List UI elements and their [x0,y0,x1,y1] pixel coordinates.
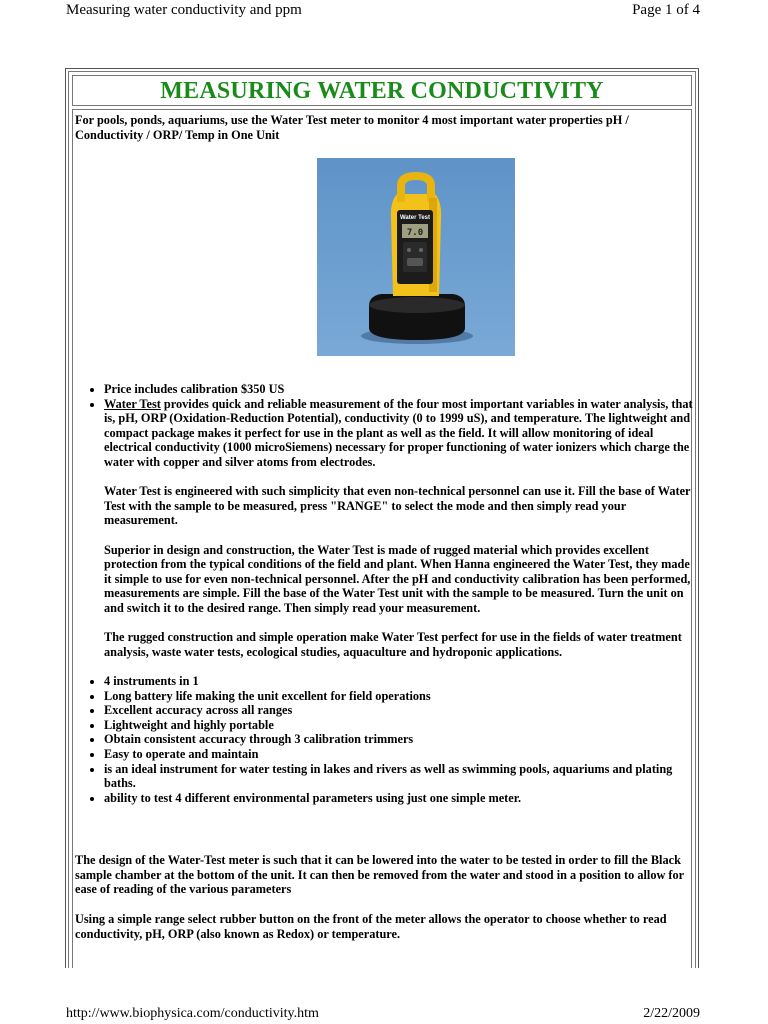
list-item: • Excellent accuracy across all ranges [104,703,693,718]
product-image [317,158,515,356]
desc-paragraph-2: Water Test is engineered with such simplicity that even non-technical personnel can use it. Fill the base of Water Test with the sample to be measured, press "RANGE" to select the mode and then simply read your measurement. [104,484,691,528]
intro-text: For pools, ponds, aquariums, use the Water Test meter to monitor 4 most important water properties pH / Conductivity / ORP/ Temp in One Unit [75,113,629,142]
water-test-link[interactable]: Water Test [104,396,161,411]
list-item: • 4 instruments in 1 [104,674,693,689]
list-item: • ability to test 4 different environmental parameters using just one simple meter. [104,791,693,806]
list-item: • Long battery life making the unit excellent for field operations [104,689,693,704]
list-item: • Easy to operate and maintain [104,747,693,762]
meter-display: 7.0 [406,228,424,238]
desc-paragraph-3: Superior in design and construction, the Water Test is made of rugged material which provides excellent protection from the typical conditions of the field and plant. When Hanna engineered the Water Test, they made it simple to use for even non-technical personnel. After the pH and conductivity calibration has been performed, measurements are simple. Fill the base of the Water Test unit with the sample to be measured. Turn the unit on and switch it to the desired range. Then simply read your measurement. [104,542,691,615]
list-item: • Lightweight and highly portable [104,718,693,733]
list-item: • Obtain consistent accuracy through 3 calibration trimmers [104,732,693,747]
list-item: • is an ideal instrument for water testing in lakes and rivers as well as swimming pools, aquariums and plating baths. [104,762,693,791]
page-number: Page 1 of 4 [632,2,700,18]
page-frame [65,68,699,968]
desc-paragraph-4: The rugged construction and simple operation make Water Test perfect for use in the fields of water treatment analysis, waste water tests, ecological studies, aquaculture and hydroponic applications. [104,630,682,659]
list-item-description [104,397,693,660]
page-title: MEASURING WATER CONDUCTIVITY [72,75,692,106]
page-header-title: Measuring water conductivity and ppm [66,2,302,18]
desc-paragraph-1: • Water Test provides quick and reliable measurement of the four most important variables in water analysis, that is, pH, ORP (Oxidation-Reduction Potential), conductivity (0 to 1999 uS), and temperature. The lightweight and compact package makes it perfect for use in the plant as well as the field. It will allow monitoring of ideal electrical conductivity (1000 microSiemens) necessary for proper functioning of water ionizers which charge the water with copper and silver atoms from electrodes. [104,396,693,469]
water-test-meter-icon [317,158,515,356]
feature-list [73,674,693,805]
page-url[interactable]: http://www.biophysica.com/conductivity.htm [66,1006,319,1021]
content-cell [72,109,692,968]
bullet-list-top [73,382,693,659]
meter-label: Water Test [399,215,431,221]
range-paragraph: Using a simple range select rubber button on the front of the meter allows the operator to choose whether to read conductivity, pH, ORP (also known as Redox) or temperature. [75,912,667,941]
print-date: 2/22/2009 [643,1006,700,1021]
frame-inner [68,71,696,968]
design-paragraph: The design of the Water-Test meter is such that it can be lowered into the water to be tested in order to fill the Black sample chamber at the bottom of the unit. It can then be removed from the water and stood in a position to allow for ease of reading of the various parameters [75,853,684,897]
list-item-price: • Price includes calibration $350 US [104,382,693,397]
